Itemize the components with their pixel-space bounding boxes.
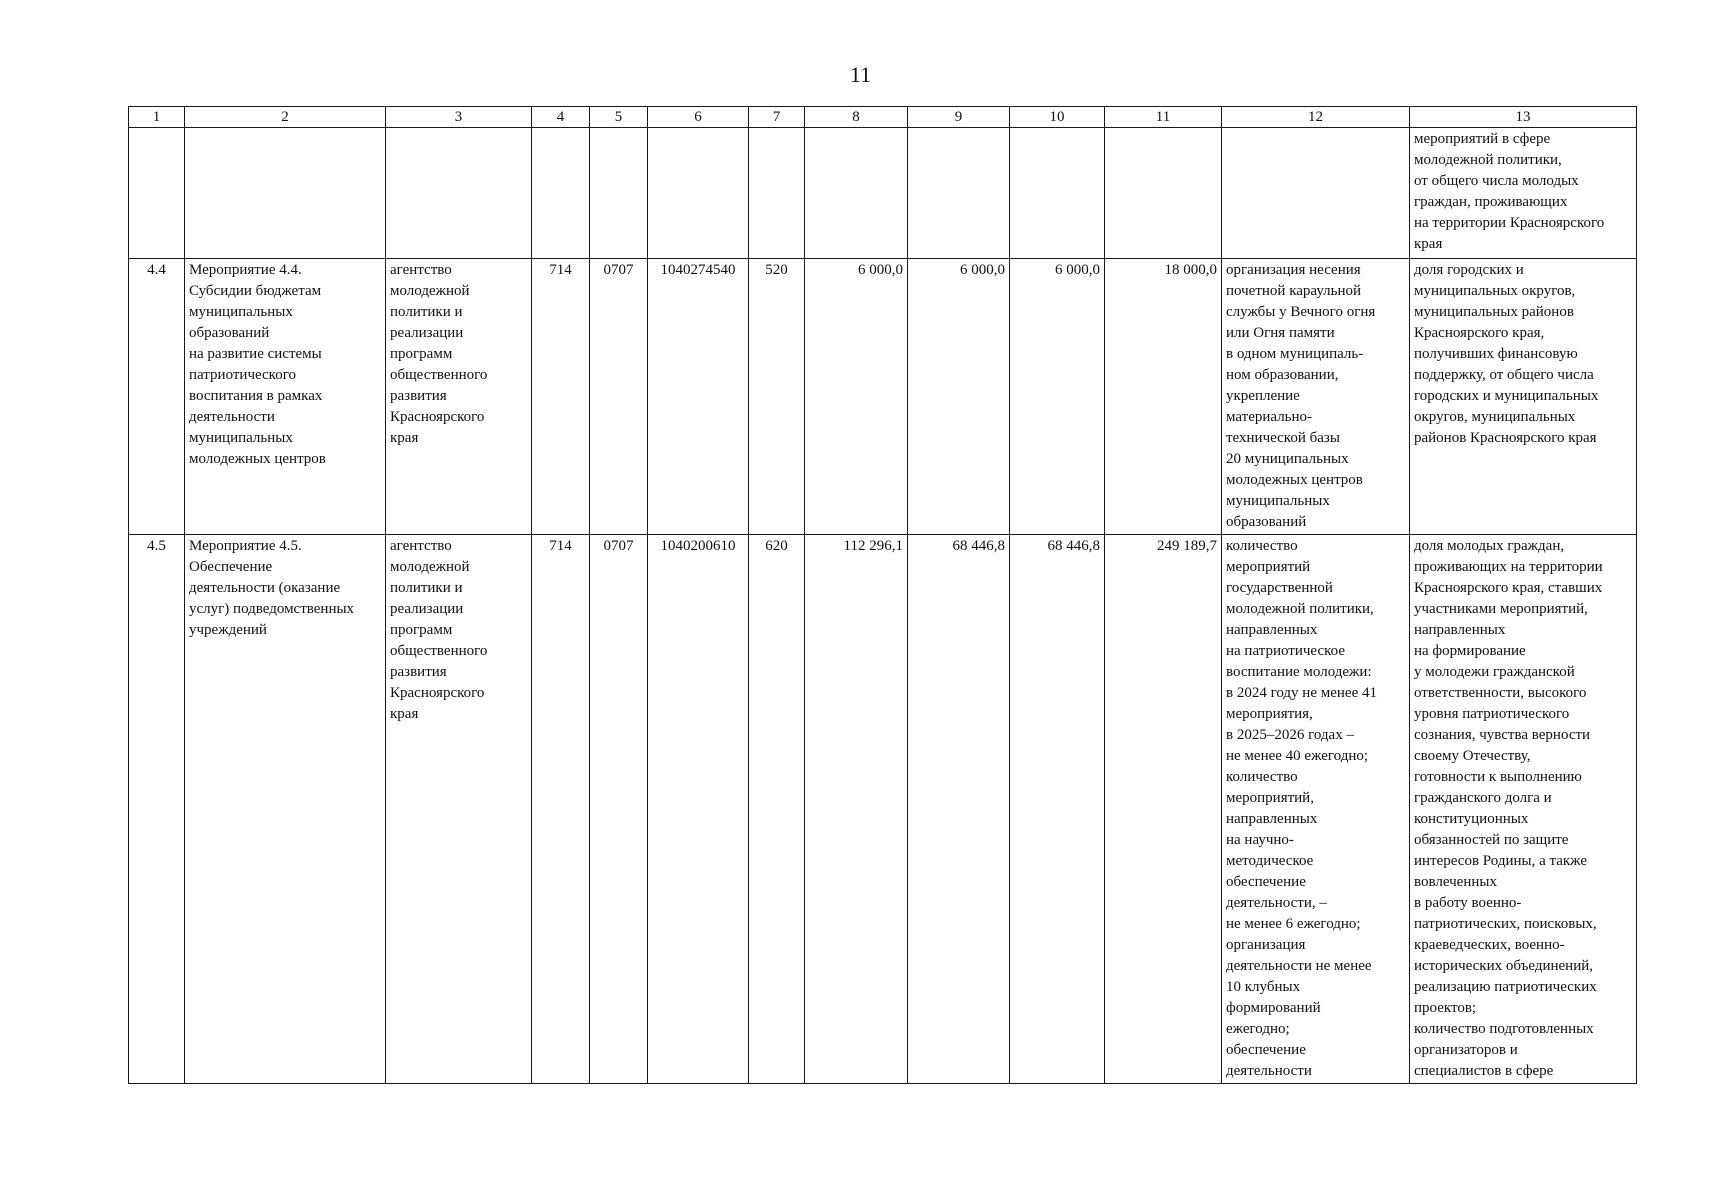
column-header: 2: [185, 107, 386, 128]
cell-expense-type: 620: [749, 535, 805, 1084]
column-header: 8: [805, 107, 908, 128]
column-header: 4: [532, 107, 590, 128]
cell-amount-total: 249 189,7: [1105, 535, 1222, 1084]
column-header: 3: [386, 107, 532, 128]
column-header: 7: [749, 107, 805, 128]
column-header: 13: [1410, 107, 1637, 128]
page-number: 11: [849, 62, 872, 87]
cell-number: [129, 128, 185, 259]
cell-activity-name: [185, 128, 386, 259]
cell-executor: [386, 128, 532, 259]
cell-amount-total: 18 000,0: [1105, 259, 1222, 535]
cell-expense-type: [749, 128, 805, 259]
cell-grbs-code: 714: [532, 535, 590, 1084]
cell-grbs-code: [532, 128, 590, 259]
cell-grbs-code: 714: [532, 259, 590, 535]
cell-amount-2026: 6 000,0: [1010, 259, 1105, 535]
cell-section-code: 0707: [590, 259, 648, 535]
cell-number: 4.4: [129, 259, 185, 535]
cell-section-code: [590, 128, 648, 259]
column-header: 12: [1222, 107, 1410, 128]
cell-amount-2024: 112 296,1: [805, 535, 908, 1084]
cell-section-code: 0707: [590, 535, 648, 1084]
cell-amount-2024: [805, 128, 908, 259]
cell-indicator: мероприятий в сфере молодежной политики, от общего числа молодых граждан, проживающих на территории Красноярского края: [1410, 128, 1637, 259]
cell-amount-2025: 68 446,8: [908, 535, 1010, 1084]
program-activities-table: [128, 106, 1637, 1084]
cell-amount-2026: [1010, 128, 1105, 259]
cell-expected-result: [1222, 128, 1410, 259]
column-header: 10: [1010, 107, 1105, 128]
column-header: 11: [1105, 107, 1222, 128]
cell-executor: агентство молодежной политики и реализации программ общественного развития Красноярского края: [386, 259, 532, 535]
cell-amount-2024: 6 000,0: [805, 259, 908, 535]
table-row-4-5: [129, 535, 1637, 1084]
cell-activity-name: Мероприятие 4.5. Обеспечение деятельности (оказание услуг) подведомственных учреждений: [185, 535, 386, 1084]
cell-target-article: [648, 128, 749, 259]
column-header: 5: [590, 107, 648, 128]
cell-activity-name: Мероприятие 4.4. Субсидии бюджетам муниципальных образований на развитие системы патриотического воспитания в рамках деятельности муниципальных молодежных центров: [185, 259, 386, 535]
cell-target-article: 1040274540: [648, 259, 749, 535]
column-header: 1: [129, 107, 185, 128]
cell-indicator: доля городских и муниципальных округов, муниципальных районов Красноярского края, получивших финансовую поддержку, от общего числа городских и муниципальных округов, муниципальных районов Красноярского края: [1410, 259, 1637, 535]
cell-target-article: 1040200610: [648, 535, 749, 1084]
column-header: 6: [648, 107, 749, 128]
cell-number: 4.5: [129, 535, 185, 1084]
table-row-continuation: [129, 128, 1637, 259]
cell-executor: агентство молодежной политики и реализации программ общественного развития Красноярского края: [386, 535, 532, 1084]
cell-expected-result: количество мероприятий государственной молодежной политики, направленных на патриотическое воспитание молодежи: в 2024 году не менее 41 мероприятия, в 2025–2026 годах – не менее 40 ежегодно; количество мероприятий, направленных на научно- методическое обеспечение деятельности, – не менее 6 ежегодно; организация деятельности не менее 10 клубных формирований ежегодно; обеспечение деятельности: [1222, 535, 1410, 1084]
cell-amount-2026: 68 446,8: [1010, 535, 1105, 1084]
cell-amount-2025: [908, 128, 1010, 259]
cell-indicator: доля молодых граждан, проживающих на территории Красноярского края, ставших участниками мероприятий, направленных на формирование у молодежи гражданской ответственности, высокого уровня патриотического сознания, чувства верности своему Отечеству, готовности к выполнению гражданского долга и конституционных обязанностей по защите интересов Родины, а также вовлеченных в работу военно- патриотических, поисковых, краеведческих, военно- исторических объединений, реализацию патриотических проектов; количество подготовленных организаторов и специалистов в сфере: [1410, 535, 1637, 1084]
cell-expense-type: 520: [749, 259, 805, 535]
cell-amount-total: [1105, 128, 1222, 259]
cell-expected-result: организация несения почетной караульной службы у Вечного огня или Огня памяти в одном муниципаль- ном образовании, укрепление материально- технической базы 20 муниципальных молодежных центров муниципальных образований: [1222, 259, 1410, 535]
cell-amount-2025: 6 000,0: [908, 259, 1010, 535]
column-number-header-row: [129, 107, 1637, 128]
column-header: 9: [908, 107, 1010, 128]
table-row-4-4: [129, 259, 1637, 535]
